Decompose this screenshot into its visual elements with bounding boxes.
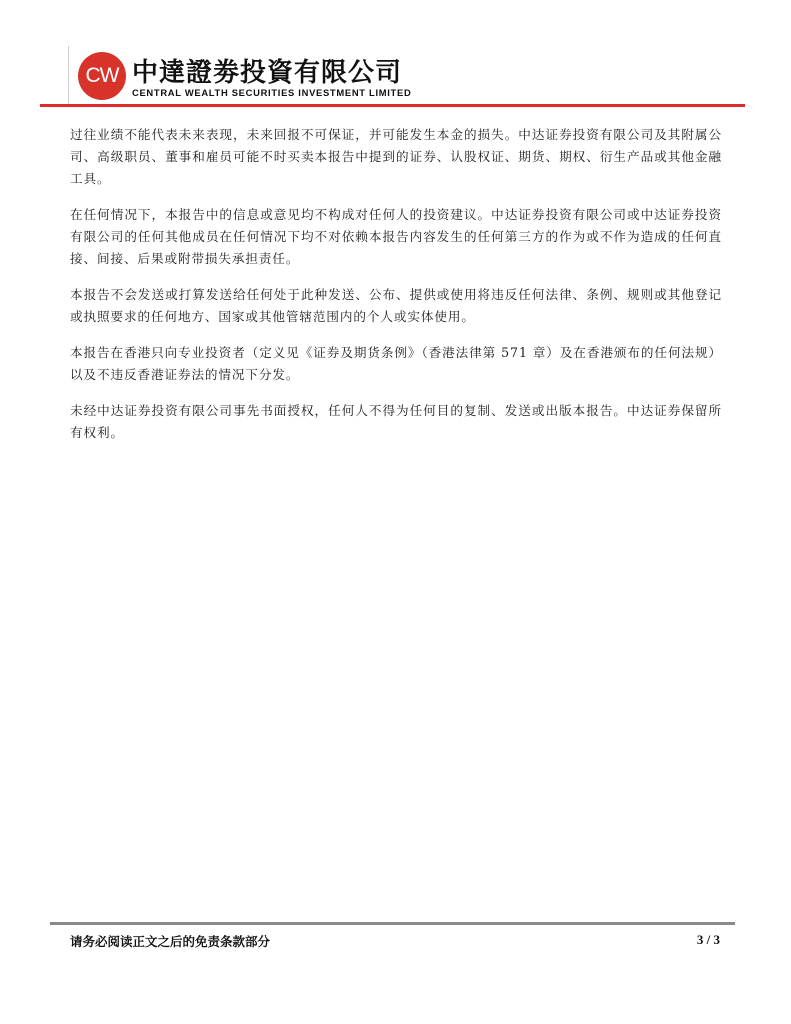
page-number: 3 / 3 [696,932,720,947]
paragraph-distribution-restriction: 本报告不会发送或打算发送给任何处于此种发送、公布、提供或使用将违反任何法律、条例、规则或其他登记或执照要求的任何地方、国家或其他管辖范围内的个人或实体使用。 [70,287,722,324]
paragraph-no-investment-advice: 在任何情况下，本报告中的信息或意见均不构成对任何人的投资建议。中达证券投资有限公司或中达证券投资有限公司的任何其他成员在任何情况下均不对依赖本报告内容发生的任何第三方的作为或不作为造成的任何直接、间接、后果或附带损失承担责任。 [70,207,722,266]
company-name-english: CENTRAL WEALTH SECURITIES INVESTMENT LIMITED [132,87,412,98]
header-divider-vertical [68,46,69,104]
paragraph-copyright: 未经中达证券投资有限公司事先书面授权，任何人不得为任何目的复制、发送或出版本报告。中达证券保留所有权利。 [70,403,722,440]
paragraph-past-performance: 过往业绩不能代表未来表现，未来回报不可保证，并可能发生本金的损失。中达证券投资有限公司及其附属公司、高级职员、董事和雇员可能不时买卖本报告中提到的证券、认股权证、期货、期权、衍生产品或其他金融工具。 [70,127,722,186]
paragraph-hong-kong-professional-investors: 本报告在香港只向专业投资者（定义见《证券及期货条例》（香港法律第 571 章）及在香港颁布的任何法规）以及不违反香港证券法的情况下分发。 [70,345,722,382]
company-name-chinese: 中達證劵投資有限公司 [132,58,403,88]
footer-rule [50,922,735,925]
header-red-rule [40,104,745,107]
footer-disclaimer-note: 请务必阅读正文之后的免责条款部分 [70,934,271,949]
page-header [0,0,791,110]
logo-text: CW [85,64,119,87]
company-logo [78,52,126,100]
disclaimer-body [70,124,722,458]
